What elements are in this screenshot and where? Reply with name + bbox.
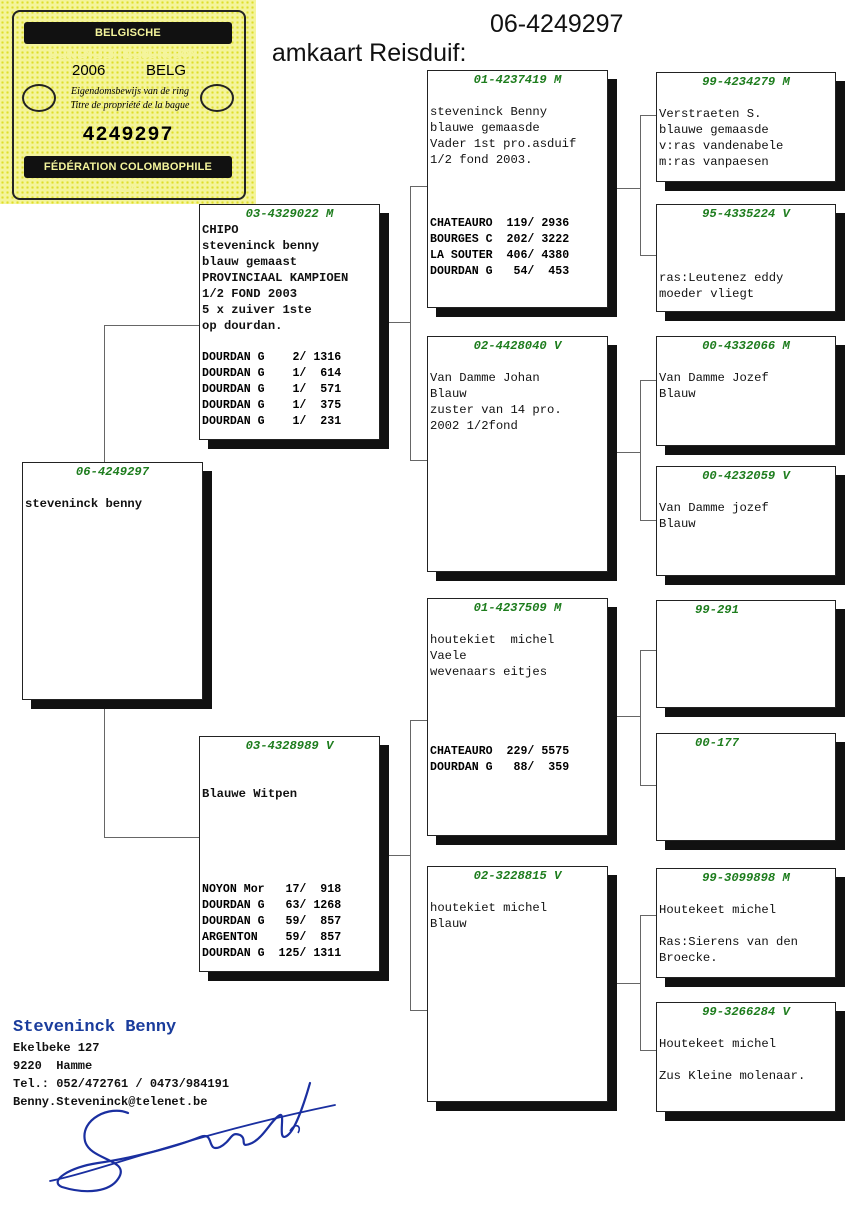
sire-line: CHIPO [202,223,239,237]
ring-card-subtitle-2: Titre de propriété de la bague [70,100,190,111]
dam-result: DOURDAN G 125/ 1311 [202,947,342,960]
sire-sire-result: LA SOUTER 406/ 4380 [430,249,570,262]
gg6-ring: 00-177 [695,736,739,750]
gg5-ring: 99-291 [695,603,739,617]
gg1-line: m:ras vanpaesen [659,155,769,169]
ring-card-top-band: BELGISCHE DUIVENLIEFHEBBERSBOND [24,22,232,44]
gg8-line: Zus Kleine molenaar. [659,1069,806,1083]
gg1-line: v:ras vandenabele [659,139,784,153]
gg4-line: Van Damme jozef [659,501,769,515]
ornament-icon [22,84,56,112]
sire-sire-line: blauwe gemaasde [430,121,540,135]
gg7-box[interactable] [656,868,836,978]
dam-result: ARGENTON 59/ 857 [202,931,342,944]
sire-result: DOURDAN G 2/ 1316 [202,351,342,364]
gg2-ring: 95-4335224 V [702,207,790,221]
dam-dam-line: Blauw [430,917,467,931]
sire-sire-line: 1/2 fond 2003. [430,153,533,167]
connector [640,380,641,520]
sire-box[interactable] [199,204,380,440]
sire-line: steveninck benny [202,239,320,253]
dam-dam-box[interactable] [427,866,608,1102]
dam-sire-result: DOURDAN G 88/ 359 [430,761,570,774]
sire-line: op dourdan. [202,319,283,333]
gg2-line: moeder vliegt [659,287,755,301]
gg1-line: Verstraeten S. [659,107,762,121]
sire-dam-ring: 02-4428040 V [473,339,562,353]
dam-sire-box[interactable] [427,598,608,836]
signature-image [40,1075,340,1200]
dam-dam-ring: 02-3228815 V [473,869,562,883]
sire-line: 1/2 FOND 2003 [202,287,298,301]
connector [640,520,656,521]
connector [640,255,656,256]
sire-dam-line: Van Damme Johan [430,371,540,385]
owner-city: 9220 Hamme [13,1059,93,1073]
sire-sire-ring: 01-4237419 M [473,73,562,87]
gg7-ring: 99-3099898 M [702,871,790,885]
gg7-line: Houtekeet michel [659,903,777,917]
dam-sire-line: wevenaars eitjes [430,665,548,679]
title-ring-number: 06-4249297 [490,10,624,38]
gg2-box[interactable] [656,204,836,312]
gg1-line: blauwe gemaasde [659,123,769,137]
gg4-ring: 00-4232059 V [702,469,790,483]
gg3-line: Blauw [659,387,696,401]
connector [410,186,411,460]
gg7-line: Ras:Sierens van den [659,935,798,949]
sire-sire-box[interactable] [427,70,608,308]
connector [608,188,640,189]
pigeon-box[interactable] [22,462,203,700]
dam-sire-ring: 01-4237509 M [473,601,562,615]
sire-dam-line: zuster van 14 pro. [430,403,562,417]
sire-line: 5 x zuiver 1ste [202,303,312,317]
gg6-box[interactable] [656,733,836,841]
gg8-line: Houtekeet michel [659,1037,777,1051]
gg3-line: Van Damme Jozef [659,371,769,385]
connector [104,325,105,463]
pigeon-owner: steveninck benny [25,497,143,511]
title-text: amkaart Reisduif: [271,39,467,67]
connector [410,720,428,721]
sire-sire-result: BOURGES C 202/ 3222 [430,233,570,246]
connector [608,452,640,453]
sire-sire-result: DOURDAN G 54/ 453 [430,265,570,278]
gg4-box[interactable] [656,466,836,576]
dam-ring: 03-4328989 V [245,739,334,753]
gg2-line: ras:Leutenez eddy [659,271,784,285]
sire-ring: 03-4329022 M [245,207,334,221]
ring-card-image [0,0,256,204]
connector [640,115,641,255]
sire-result: DOURDAN G 1/ 614 [202,367,342,380]
connector [640,650,656,651]
connector [640,380,656,381]
gg8-box[interactable] [656,1002,836,1112]
dam-sire-result: CHATEAURO 229/ 5575 [430,745,570,758]
connector [104,325,200,326]
sire-sire-line: Vader 1st pro.asduif [430,137,577,151]
sire-dam-line: Blauw [430,387,467,401]
dam-dam-line: houtekiet michel [430,901,548,915]
sire-result: DOURDAN G 1/ 231 [202,415,342,428]
ring-card-number: 4249297 [82,124,174,147]
pigeon-ring: 06-4249297 [75,465,150,479]
sire-dam-line: 2002 1/2fond [430,419,518,433]
gg3-ring: 00-4332066 M [702,339,790,353]
connector [608,716,640,717]
dam-sire-line: houtekiet michel [430,633,555,647]
connector [640,915,641,1050]
ring-card-country: BELG [146,62,187,79]
dam-result: NOYON Mor 17/ 918 [202,883,342,896]
connector [608,983,640,984]
sire-line: PROVINCIAAL KAMPIOEN [202,271,349,285]
connector [104,703,105,837]
owner-email[interactable]: Benny.Steveninck@telenet.be [13,1095,208,1109]
crown-icon [200,84,234,112]
dam-line: Blauwe Witpen [202,787,298,801]
connector [380,855,410,856]
connector [104,837,200,838]
owner-name: Steveninck Benny [13,1018,177,1037]
connector [640,915,656,916]
dam-result: DOURDAN G 63/ 1268 [202,899,342,912]
sire-sire-result: CHATEAURO 119/ 2936 [430,217,570,230]
dam-result: DOURDAN G 59/ 857 [202,915,342,928]
dam-box[interactable] [199,736,380,972]
gg4-line: Blauw [659,517,696,531]
gg3-box[interactable] [656,336,836,446]
sire-result: DOURDAN G 1/ 571 [202,383,342,396]
connector [640,115,656,116]
dam-sire-line: Vaele [430,649,467,663]
gg8-ring: 99-3266284 V [702,1005,790,1019]
connector [380,322,410,323]
gg1-box[interactable] [656,72,836,182]
ring-card-year: 2006 [72,62,106,79]
sire-dam-box[interactable] [427,336,608,572]
connector [410,186,428,187]
ring-card-bottom-band: FÉDÉRATION COLOMBOPHILE BELGE [24,156,232,178]
ring-card-subtitle-1: Eigendomsbewijs van de ring [70,86,190,97]
connector [410,1010,428,1011]
connector [640,1050,656,1051]
connector [410,460,428,461]
owner-phone: Tel.: 052/472761 / 0473/984191 [13,1077,230,1091]
sire-line: blauw gemaast [202,255,298,269]
owner-street: Ekelbeke 127 [13,1041,100,1055]
connector [640,785,656,786]
gg7-line: Broecke. [659,951,718,965]
gg5-box[interactable] [656,600,836,708]
sire-result: DOURDAN G 1/ 375 [202,399,342,412]
connector [410,720,411,1010]
connector [640,650,641,785]
sire-sire-line: steveninck Benny [430,105,548,119]
gg1-ring: 99-4234279 M [702,75,790,89]
